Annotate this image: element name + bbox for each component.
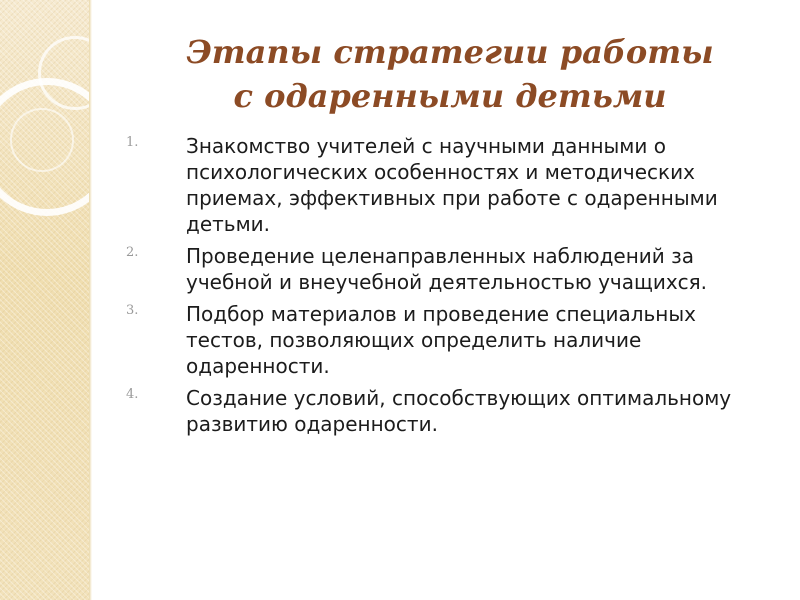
- item-number: 1.: [126, 135, 139, 150]
- list-item: [126, 301, 776, 379]
- item-number: 3.: [126, 303, 139, 318]
- list-item: [126, 243, 776, 295]
- small-ring-ornament-icon: [10, 108, 74, 172]
- panel-divider: [89, 0, 92, 600]
- item-text: Подбор материалов и проведение специальных тестов, позволяющих определить наличие одаренности.: [186, 302, 696, 378]
- list-item: [126, 385, 776, 437]
- slide-title-line-1: Этапы стратегии работы: [186, 33, 714, 71]
- slide-title-line-2: с одаренными детьми: [233, 77, 667, 115]
- item-number: 2.: [126, 245, 139, 260]
- item-text: Проведение целенаправленных наблюдений за учебной и внеучебной деятельностью учащихся.: [186, 244, 708, 294]
- item-text: Знакомство учителей с научными данными о психологических особенностях и методических приемах, эффективных при работе с одаренными детьми.: [186, 134, 718, 236]
- item-number: 4.: [126, 387, 139, 402]
- stages-list: [126, 133, 776, 443]
- list-item: [126, 133, 776, 237]
- decorative-side-panel: [0, 0, 89, 600]
- slide-title: [150, 30, 750, 118]
- item-text: Создание условий, способствующих оптимальному развитию одаренности.: [186, 386, 732, 436]
